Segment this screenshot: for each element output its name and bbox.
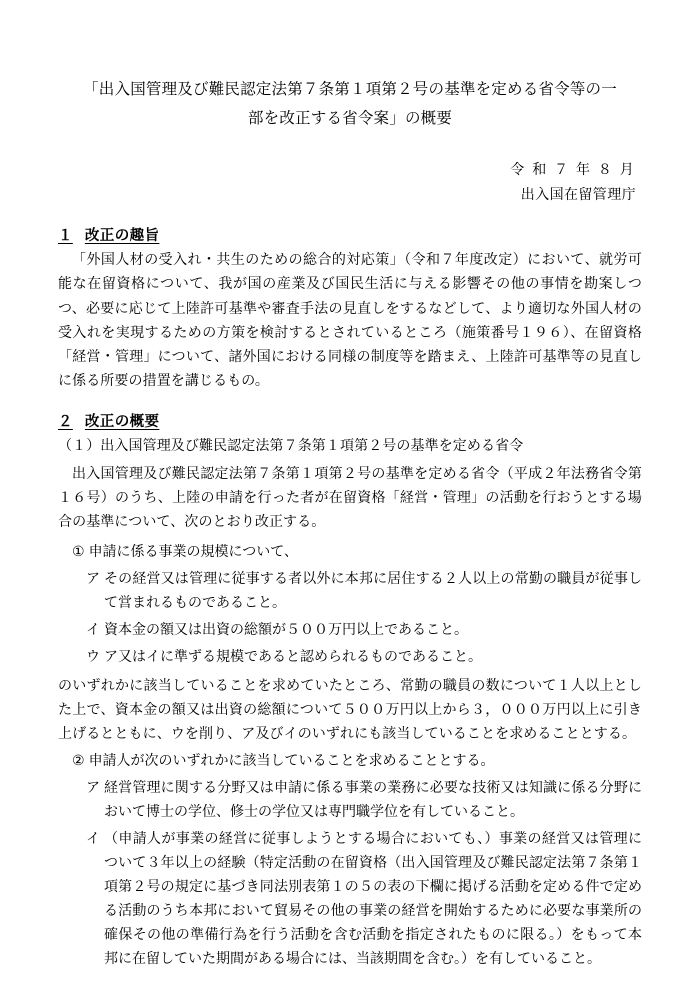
list-marker-sub-u: ウ bbox=[86, 650, 100, 666]
section-2-heading bbox=[58, 410, 642, 431]
section-1-heading bbox=[58, 224, 642, 245]
issuing-agency: 出入国在留管理庁 bbox=[520, 187, 636, 203]
list-marker-circle-1: ① bbox=[72, 545, 85, 561]
section-2-item-1-label: （１）出入国管理及び難民認定法第７条第１項第２号の基準を定める省令 bbox=[58, 438, 524, 454]
list-marker-sub-i: イ bbox=[86, 623, 100, 639]
list-text-circle-2-sub-a: 経営管理に関する分野又は申請に係る事業の業務に必要な技術又は知識に係る分野において博士の学位、修士の学位又は専門職学位を有していること。 bbox=[104, 780, 642, 820]
list-text-sub-u: ア又はイに準ずる規模であると認められるものであること。 bbox=[104, 650, 482, 666]
section-1-number: １ bbox=[58, 228, 73, 245]
issue-date: 令 和 ７ 年 ８ 月 bbox=[510, 163, 636, 179]
list-text-sub-a: その経営又は管理に従事する者以外に本邦に居住する２人以上の常勤の職員が従事して営まれるものであること。 bbox=[104, 572, 642, 612]
list-item-circle-1 bbox=[72, 541, 642, 565]
list-item-circle-2-sub-a bbox=[86, 777, 642, 825]
list-text-circle-1: 申請に係る事業の規模について、 bbox=[88, 545, 299, 561]
page-title: 「出入国管理及び難民認定法第７条第１項第２号の基準を定める省令等の一部を改正する省令案」の概要 bbox=[83, 81, 617, 127]
list-marker-sub-a: ア bbox=[86, 572, 100, 588]
section-1-paragraph: 「外国人材の受入れ・共生のための総合的対応策」（令和７年度改定）において、就労可能な在留資格について、我が国の産業及び国民生活に与える影響その他の事情を勘案しつつ、必要に応じて上陸許可基準や審査手法の見直しをするなどして、より適切な外国人材の受入れを実現するための方策を検討するとされているところ（施策番号１９６）、在留資格「経営・管理」について、諸外国における同様の制度等を踏まえ、上陸許可基準等の見直しに係る所要の措置を講じるもの。 bbox=[58, 253, 642, 389]
section-2-number: ２ bbox=[58, 413, 73, 430]
list-text-circle-2-sub-i: （申請人が事業の経営に従事しようとする場合においても、）事業の経営又は管理について３年以上の経験（特定活動の在留資格（出入国管理及び難民認定法第７条第１項第２号の規定に基づき同法別表第１の５の表の下欄に掲げる活動を定める件で定める活動のうち本邦において貿易その他の事業の経営を開始するために必要な事業所の確保その他の準備行為を行う活動を含む活動を指定されたものに限る。）をもって本邦に在留していた期間がある場合には、当該期間を含む。）を有していること。 bbox=[104, 831, 642, 968]
list-marker-circle-2-sub-i: イ bbox=[86, 831, 100, 847]
list-text-sub-i: 資本金の額又は出資の総額が５００万円以上であること。 bbox=[104, 623, 468, 639]
section-1-title: 改正の趣旨 bbox=[84, 228, 160, 245]
list-marker-circle-2: ② bbox=[72, 753, 85, 769]
list-item-sub-u bbox=[86, 646, 642, 670]
section-2-item-1-intro: 出入国管理及び難民認定法第７条第１項第２号の基準を定める省令（平成２年法務省令第１６号）のうち、上陸の申請を行った者が在留資格「経営・管理」の活動を行おうとする場合の基準について、次のとおり改正する。 bbox=[58, 466, 642, 531]
list-marker-circle-2-sub-a: ア bbox=[86, 780, 100, 796]
list-item-circle-2 bbox=[72, 750, 642, 774]
date-block bbox=[58, 159, 642, 208]
section-2-circle-1-continuation: のいずれかに該当していることを求めていたところ、常勤の職員の数について１人以上とした上で、資本金の額又は出資の総額について５００万円以上から３，０００万円以上に引き上げるとともに、ウを削り、ア及びイのいずれにも該当していることを求めることとする。 bbox=[58, 678, 642, 742]
section-2-title: 改正の概要 bbox=[84, 413, 160, 430]
list-text-circle-2: 申請人が次のいずれかに該当していることを求めることとする。 bbox=[88, 753, 495, 769]
list-item-sub-i bbox=[86, 619, 642, 643]
list-item-sub-a bbox=[86, 568, 642, 616]
list-item-circle-2-sub-i bbox=[86, 828, 642, 972]
